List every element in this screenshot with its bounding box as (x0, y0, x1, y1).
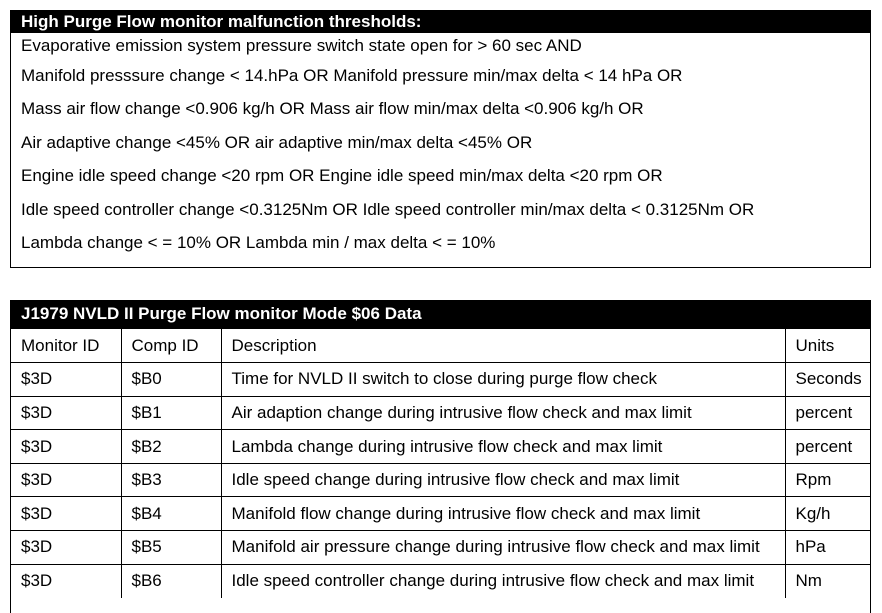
column-header-units: Units (785, 329, 870, 363)
comp-id-cell: $B6 (121, 564, 221, 598)
table-row (11, 430, 870, 464)
description-cell: Lambda change during intrusive flow check and max limit (221, 430, 785, 464)
threshold-line: Mass air flow change <0.906 kg/h OR Mass air flow min/max delta <0.906 kg/h OR (21, 99, 644, 119)
table-row (11, 531, 870, 565)
mode06-table (11, 329, 870, 598)
monitor-id-cell: $3D (11, 363, 121, 397)
description-cell: Idle speed controller change during intrusive flow check and max limit (221, 564, 785, 598)
threshold-line: Manifold presssure change < 14.hPa OR Manifold pressure min/max delta < 14 hPa OR (21, 66, 683, 85)
column-header-description: Description (221, 329, 785, 363)
description-cell: Manifold flow change during intrusive flow check and max limit (221, 497, 785, 531)
thresholds-title: High Purge Flow monitor malfunction thresholds: (11, 11, 870, 33)
table-row (11, 497, 870, 531)
threshold-line: Lambda change < = 10% OR Lambda min / max delta < = 10% (21, 232, 496, 252)
comp-id-cell: $B5 (121, 531, 221, 565)
comp-id-cell: $B1 (121, 396, 221, 430)
table-row (11, 363, 870, 397)
mode06-box (10, 300, 871, 613)
threshold-line: Air adaptive change <45% OR air adaptive min/max delta <45% OR (21, 132, 533, 152)
thresholds-box (10, 10, 871, 268)
table-row (11, 564, 870, 598)
threshold-line: Evaporative emission system pressure switch state open for > 60 sec AND (21, 36, 582, 55)
monitor-id-cell: $3D (11, 531, 121, 565)
threshold-line: Idle speed controller change <0.3125Nm OR Idle speed controller min/max delta < 0.3125Nm OR (21, 199, 755, 219)
comp-id-cell: $B0 (121, 363, 221, 397)
units-cell: Seconds (785, 363, 870, 397)
table-row (11, 396, 870, 430)
threshold-line: Engine idle speed change <20 rpm OR Engine idle speed min/max delta <20 rpm OR (21, 166, 663, 186)
column-header-comp-id: Comp ID (121, 329, 221, 363)
units-cell: percent (785, 430, 870, 464)
monitor-id-cell: $3D (11, 463, 121, 497)
units-cell: Rpm (785, 463, 870, 497)
units-cell: Kg/h (785, 497, 870, 531)
mode06-title: J1979 NVLD II Purge Flow monitor Mode $06 Data (11, 301, 870, 329)
description-cell: Air adaption change during intrusive flow check and max limit (221, 396, 785, 430)
monitor-id-cell: $3D (11, 396, 121, 430)
comp-id-cell: $B4 (121, 497, 221, 531)
description-cell: Time for NVLD II switch to close during purge flow check (221, 363, 785, 397)
units-cell: percent (785, 396, 870, 430)
monitor-id-cell: $3D (11, 564, 121, 598)
table-row (11, 463, 870, 497)
column-header-monitor-id: Monitor ID (21, 335, 100, 355)
comp-id-cell: $B2 (121, 430, 221, 464)
monitor-id-cell: $3D (11, 430, 121, 464)
monitor-id-cell: $3D (11, 497, 121, 531)
table-header-row (11, 329, 870, 363)
description-cell: Idle speed change during intrusive flow check and max limit (221, 463, 785, 497)
thresholds-list (11, 33, 870, 259)
units-cell: Nm (785, 564, 870, 598)
units-cell: hPa (785, 531, 870, 565)
comp-id-cell: $B3 (121, 463, 221, 497)
description-cell: Manifold air pressure change during intrusive flow check and max limit (221, 531, 785, 565)
